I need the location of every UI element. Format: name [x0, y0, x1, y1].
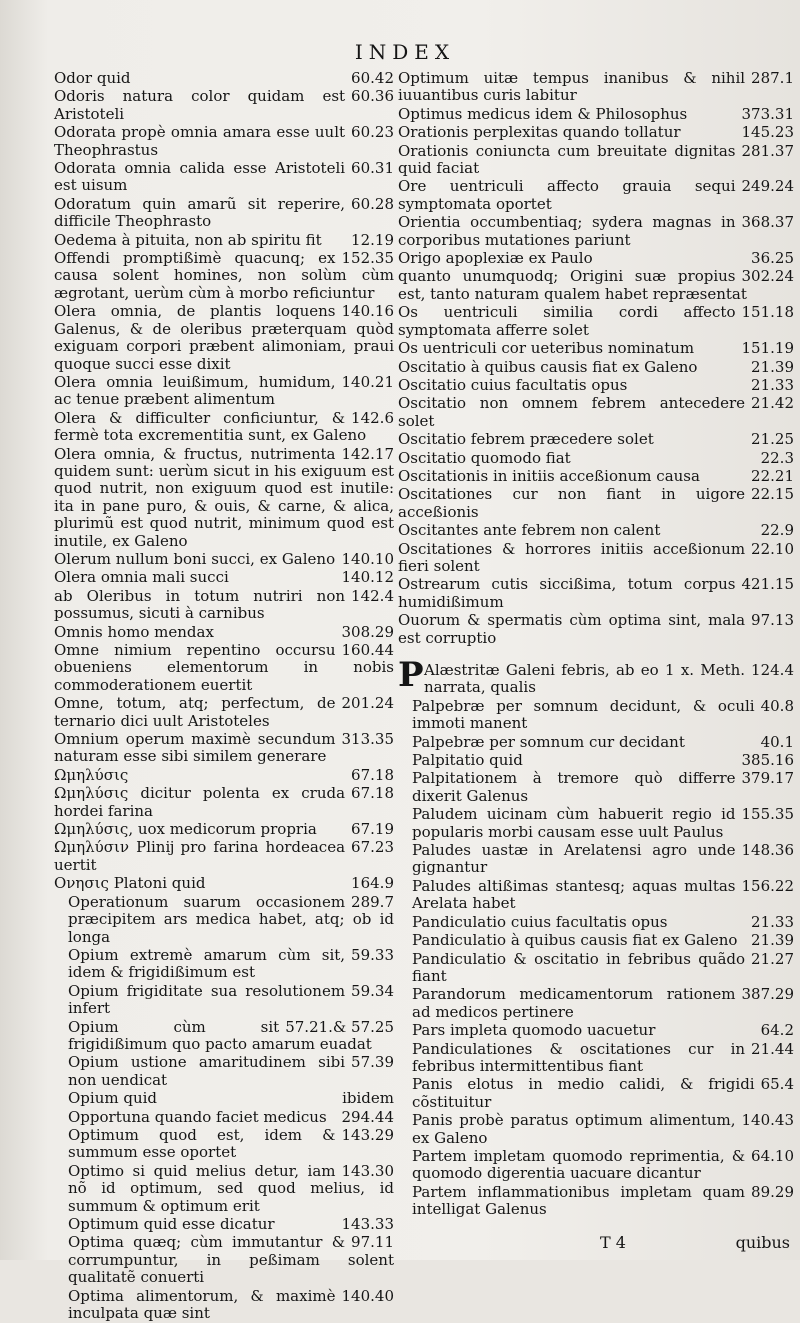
index-entry: [54, 160, 394, 195]
index-entry: [398, 806, 794, 841]
entry-reference: 140.16: [341, 302, 394, 321]
entry-reference: 67.19: [351, 820, 394, 839]
entry-text: Pandiculationes & oscitationes cur in febribus intermittentibus fiant: [412, 1039, 746, 1075]
entry-text: Omnis homo mendax: [54, 622, 214, 641]
entry-text: Pandiculatio & oscitatio in febribus quãdo fiant: [412, 949, 746, 985]
entry-text: Optimum quid esse dicatur: [68, 1215, 275, 1233]
index-entry: [54, 731, 394, 766]
index-entry: [54, 303, 394, 373]
entry-reference: 151.18: [741, 303, 794, 322]
entry-reference: 22.21: [751, 466, 794, 485]
entry-reference: 151.19: [741, 339, 794, 358]
index-entry: [54, 569, 394, 586]
entry-reference: 142.4: [351, 586, 394, 605]
entry-reference: 60.23: [351, 123, 394, 142]
entry-text: Odoratum quin amarũ sit reperire, difficile Theophrasto: [54, 194, 346, 231]
entry-reference: 22.9: [760, 521, 794, 540]
entry-reference: 57.21.& 57.25: [285, 1017, 394, 1036]
index-entry: [54, 196, 394, 231]
index-entry: [398, 1041, 794, 1076]
index-entry: [54, 1054, 394, 1089]
entry-reference: 289.7: [351, 892, 394, 911]
entry-reference: 142.17: [341, 444, 394, 463]
entry-text: Oscitatio quomodo fiat: [398, 448, 571, 467]
entry-text: Palpebræ per somnum cur decidant: [412, 732, 685, 751]
index-entry: [398, 842, 794, 877]
entry-reference: 97.11: [351, 1233, 394, 1252]
entry-text: Olerum nullum boni succi, ex Galeno: [54, 549, 336, 568]
entry-text: Opportuna quando faciet medicus: [68, 1107, 327, 1126]
entry-text: Oedema à pituita, non ab spiritu fit: [54, 230, 322, 249]
entry-reference: 308.29: [341, 622, 394, 641]
entry-text: Paludes altißimas stantesq; aquas multas Arelata habet: [412, 876, 736, 913]
index-entry: [398, 1148, 794, 1183]
index-entry: [398, 752, 794, 769]
index-entry: [398, 468, 794, 485]
index-column-right: [398, 70, 794, 1220]
entry-text: Pars impleta quomodo uacuetur: [412, 1021, 656, 1040]
entry-reference: 22.10: [751, 539, 794, 558]
entry-reference: 64.10: [751, 1146, 794, 1165]
entry-text: Omnium operum maximè secundum naturam esse sibi similem generare: [54, 730, 336, 766]
entry-text: Optima quæq; cùm immutantur & corrumpuntur, in peßimam solent qualitatẽ conuerti: [68, 1233, 394, 1287]
index-entry: [398, 340, 794, 357]
index-entry: [54, 839, 394, 874]
entry-text: Opium ustione amaritudinem sibi non uendicat: [68, 1053, 346, 1089]
entry-reference: 140.10: [341, 549, 394, 568]
entry-reference: 67.18: [351, 784, 394, 803]
entry-reference: 143.33: [341, 1215, 394, 1233]
entry-text: Olera omnia mali succi: [54, 568, 229, 587]
entry-reference: 140.43: [741, 1111, 794, 1130]
entry-reference: 21.27: [751, 949, 794, 968]
index-entry: [54, 88, 394, 123]
entry-text: Palpitationem à tremore quò differre dixerit Galenus: [412, 769, 736, 805]
entry-text: Ωμηλύσις, uox medicorum propria: [54, 820, 317, 839]
catchword: quibus: [735, 1233, 790, 1252]
entry-reference: 379.17: [741, 769, 794, 788]
index-entry: [54, 250, 394, 302]
entry-text: Opium cùm sit frigidißimum quo pacto amarum euadat: [68, 1017, 372, 1053]
entry-reference: 97.13: [751, 611, 794, 630]
index-entry: [54, 588, 394, 623]
index-entry: [54, 1127, 394, 1162]
entry-text: Opium extremè amarum cùm sit, idem & frigidißimum est: [68, 945, 346, 982]
index-entry: [398, 914, 794, 931]
entry-text: Oscitatio cuius facultatis opus: [398, 375, 628, 394]
entry-reference: 143.29: [341, 1125, 394, 1144]
index-entry: [398, 522, 794, 539]
entry-text: Olera omnia leuißimum, humidum, ac tenue præbent alimentum: [54, 372, 336, 409]
entry-reference: 124.4: [751, 661, 794, 679]
entry-reference: 59.33: [351, 945, 394, 964]
entry-reference: 60.42: [351, 69, 394, 87]
entry-reference: 201.24: [341, 694, 394, 713]
entry-reference: 21.39: [751, 357, 794, 376]
entry-text: Palpitatio quid: [412, 751, 523, 770]
index-entry: [54, 947, 394, 982]
entry-text: Optima alimentorum, & maximè inculpata quæ sint: [68, 1286, 336, 1323]
index-entry: [54, 124, 394, 159]
index-entry: [398, 250, 794, 267]
entry-reference: 287.1: [751, 69, 794, 87]
entry-text: Orationis coniunctа cum breuitate dignitas quid faciat: [398, 141, 736, 178]
entry-text: Origo apoplexiæ ex Paulo: [398, 249, 593, 268]
entry-text: Ωμηλύσις: [54, 765, 129, 784]
section-gap: [398, 648, 794, 662]
entry-text: Oscitatio febrem præcedere solet: [398, 430, 654, 449]
entry-reference: 373.31: [741, 104, 794, 123]
entry-text: Olera omnia, & fructus, nutrimenta quidem sunt: uerùm sicut in his exiguum est quod nutrit, non exiguum quod est inutile: ita in pane puro, & ouis, & carne, & alica, plurimũ est quod nutrit, minimum quod est inutile, ex Galeno: [54, 444, 394, 550]
entry-text: ab Oleribus in totum nutriri non possumus, sicuti à carnibus: [54, 586, 346, 623]
drop-capital: P: [398, 655, 424, 695]
entry-text: Odorata propè omnia amara esse uult Theophrastus: [54, 123, 346, 159]
index-entry: [398, 143, 794, 178]
index-entry: [398, 214, 794, 249]
index-entry: [398, 431, 794, 448]
entry-reference: 145.23: [741, 123, 794, 142]
entry-text: Orientia occumbentiaq; sydera magnas in corporibus mutationes pariunt: [398, 213, 736, 249]
entry-text: Paludem uicinam cùm habuerit regio id popularis morbi causam esse uult Paulus: [412, 805, 736, 841]
entry-reference: 22.15: [751, 485, 794, 504]
entry-text: Odoris natura color quidam est Aristoteli: [54, 87, 346, 123]
entry-text: Optimo si quid melius detur, iam nõ id optimum, sed quod melius, id summum & optimum erit: [68, 1161, 394, 1215]
entry-text: Paludes uastæ in Arelatensi agro unde gignantur: [412, 841, 736, 877]
index-entry: [54, 410, 394, 445]
entry-text: Ωμηλύσιν Plinĳ pro farina hordeacea uertit: [54, 838, 346, 874]
index-entry: [398, 1184, 794, 1219]
index-entry: [398, 486, 794, 521]
entry-reference: 302.24: [741, 267, 794, 286]
index-entry: [54, 695, 394, 730]
entry-text: Ωμηλύσις dicitur polenta ex cruda hordei farina: [54, 784, 346, 820]
index-entry: [398, 878, 794, 913]
entry-text: Panis probè paratus optimum alimentum, ex Galeno: [412, 1111, 736, 1147]
index-entry: [398, 1022, 794, 1039]
entry-reference: 140.40: [341, 1286, 394, 1305]
entry-reference: 368.37: [741, 213, 794, 232]
entry-reference: 140.12: [341, 568, 394, 587]
entry-reference: 67.18: [351, 765, 394, 784]
entry-text: Odor quid: [54, 69, 131, 87]
entry-reference: 65.4: [760, 1075, 794, 1094]
index-entry: [398, 124, 794, 141]
entry-text: Ostrearum cutis siccißima, totum corpus humidißimum: [398, 575, 736, 611]
entry-text: Ore uentriculi affecto grauia sequi symptomata oportet: [398, 177, 736, 213]
index-entry: [54, 1090, 394, 1107]
entry-text: Partem impletam quomodo reprimentia, & quomodo digerentia uacuare dicantur: [412, 1146, 746, 1183]
entry-reference: 421.15: [741, 575, 794, 594]
entry-reference: 294.44: [341, 1107, 394, 1126]
index-entry: [398, 698, 794, 733]
entry-reference: 152.35: [341, 249, 394, 268]
entry-reference: 67.23: [351, 838, 394, 857]
entry-text: Oscitantes ante febrem non calent: [398, 521, 661, 540]
entry-text: Pandiculatio cuius facultatis opus: [412, 912, 668, 931]
index-entry: [54, 983, 394, 1018]
index-entry: [54, 374, 394, 409]
index-entry: [54, 446, 394, 550]
entry-reference: 164.9: [351, 874, 394, 893]
index-entry: [54, 1234, 394, 1286]
entry-text: Olera & difficulter conficiuntur, & fermè tota excrementitia sunt, ex Galeno: [54, 408, 367, 445]
entry-reference: 21.39: [751, 931, 794, 950]
entry-text: Parandorum medicamentorum rationem ad medicos pertinere: [412, 985, 736, 1021]
index-entry: [398, 359, 794, 376]
entry-reference: 57.39: [351, 1053, 394, 1072]
entry-reference: 40.1: [760, 732, 794, 751]
entry-text: Opium frigiditate sua resolutionem infert: [68, 981, 346, 1018]
index-entry: [398, 70, 794, 105]
index-entry: [54, 785, 394, 820]
entry-text: Partem inflammationibus impletam quam intelligat Galenus: [412, 1182, 746, 1219]
index-entry: [54, 875, 394, 892]
signature-mark: T 4: [600, 1233, 626, 1252]
entry-reference: 160.44: [341, 641, 394, 659]
index-entry: [54, 232, 394, 249]
index-entry: [54, 1216, 394, 1233]
entry-text: Pandiculatio à quibus causis fiat ex Galeno: [412, 931, 738, 950]
entry-reference: 64.2: [760, 1021, 794, 1040]
entry-text: Panis elotus in medio calidi, & frigidi cõstituitur: [412, 1075, 755, 1111]
index-entry: [398, 932, 794, 949]
entry-reference: ibidem: [342, 1089, 394, 1108]
entry-text: Optimum uitæ tempus inanibus & nihil iuuantibus curis labitur: [398, 69, 746, 105]
index-entry: [398, 655, 794, 697]
entry-reference: 40.8: [760, 696, 794, 715]
index-entry: [54, 767, 394, 784]
index-entry: [398, 576, 794, 611]
index-entry: [54, 624, 394, 641]
entry-text: Orationis perplexitas quando tollatur: [398, 123, 681, 142]
entry-text: Optimum quod est, idem & summum esse oportet: [68, 1125, 336, 1162]
entry-reference: 249.24: [741, 177, 794, 196]
entry-text: Oscitationis in initiis acceßionum causa: [398, 466, 700, 485]
entry-reference: 385.16: [741, 751, 794, 770]
entry-text: Alæstritæ Galeni febris, ab eo 1 x. Meth. narrata, qualis: [424, 661, 746, 697]
index-entry: [54, 821, 394, 838]
index-entry: [398, 450, 794, 467]
index-entry: [54, 894, 394, 946]
entry-text: Opium quid: [68, 1089, 158, 1108]
index-entry: [54, 1163, 394, 1215]
entry-reference: 140.21: [341, 372, 394, 391]
index-column-left: [54, 70, 394, 1323]
index-entry: [398, 106, 794, 123]
entry-reference: 36.25: [751, 249, 794, 268]
entry-text: Olera omnia, de plantis loquens Galenus, & de oleribus præterquam quòd exiguam corpori præbent alimoniam, praui quoque succi esse dixit: [54, 302, 394, 373]
entry-reference: 387.29: [741, 985, 794, 1004]
entry-text: Oscitatio à quibus causis fiat ex Galeno: [398, 357, 698, 376]
entry-text: Os uentriculi similia cordi affecto symptomata afferre solet: [398, 303, 736, 339]
entry-text: Ouorum & spermatis cùm optima sint, mala est corruptio: [398, 611, 746, 647]
entry-reference: 148.36: [741, 841, 794, 860]
entry-text: Ονησις Platoni quid: [54, 874, 206, 893]
entry-reference: 155.35: [741, 805, 794, 824]
index-entry: [398, 986, 794, 1021]
index-entry: [398, 1112, 794, 1147]
entry-reference: 89.29: [751, 1182, 794, 1201]
entry-text: quanto unumquodq; Origini suæ propius est, tanto naturam qualem habet repræsentat: [398, 267, 747, 303]
index-entry: [398, 612, 794, 647]
entry-reference: 156.22: [741, 876, 794, 895]
entry-text: Oscitationes cur non fiant in uigore acceßionis: [398, 485, 746, 521]
entry-reference: 21.44: [751, 1039, 794, 1058]
index-entry: [398, 1076, 794, 1111]
entry-text: Odorata omnia calida esse Aristoteli est uisum: [54, 159, 346, 195]
index-entry: [398, 541, 794, 576]
index-entry: [398, 268, 794, 303]
index-entry: [54, 642, 394, 694]
entry-reference: 281.37: [741, 141, 794, 160]
entry-reference: 12.19: [351, 230, 394, 249]
entry-reference: 60.36: [351, 87, 394, 106]
index-entry: [398, 395, 794, 430]
entry-text: Optimus medicus idem & Philosophus: [398, 104, 688, 123]
index-entry: [398, 770, 794, 805]
index-entry: [54, 70, 394, 87]
index-entry: [54, 1288, 394, 1323]
index-entry: [398, 377, 794, 394]
page-header: INDEX: [354, 40, 456, 64]
entry-text: Os uentriculi cor ueteribus nominatum: [398, 339, 695, 358]
entry-reference: 142.6: [351, 408, 394, 427]
entry-text: Omne nimium repentino occursu obueniens elementorum in nobis commoderationem euertit: [54, 641, 394, 694]
entry-text: Omne, totum, atq; perfectum, de ternario dici uult Aristoteles: [54, 694, 336, 730]
entry-reference: 59.34: [351, 981, 394, 1000]
index-entry: [54, 1109, 394, 1126]
entry-reference: 143.30: [341, 1161, 394, 1180]
index-entry: [54, 1019, 394, 1054]
index-entry: [398, 734, 794, 751]
page-footer: [600, 1233, 790, 1252]
entry-text: Oscitationes & horrores initiis acceßionum fieri solent: [398, 539, 746, 575]
entry-reference: 21.25: [751, 430, 794, 449]
entry-text: Palpebræ per somnum decidunt, & oculi immoti manent: [412, 696, 755, 733]
entry-reference: 60.31: [351, 159, 394, 178]
entry-reference: 21.33: [751, 375, 794, 394]
entry-reference: 313.35: [341, 730, 394, 749]
index-entry: [398, 951, 794, 986]
entry-reference: 60.28: [351, 194, 394, 213]
index-entry: [54, 551, 394, 568]
entry-text: Operationum suarum occasionem præcipitem ars medica habet, atq; ob id longa: [68, 892, 394, 946]
index-entry: [398, 304, 794, 339]
entry-text: Offendi promptißimè quacunq; ex causa solent homines, non solùm cùm ægrotant, uerùm cùm à morbo reficiuntur: [54, 249, 394, 302]
entry-reference: 22.3: [760, 448, 794, 467]
entry-reference: 21.33: [751, 912, 794, 931]
entry-text: Oscitatio non omnem febrem antecedere solet: [398, 394, 746, 430]
index-entry: [398, 178, 794, 213]
entry-reference: 21.42: [751, 394, 794, 413]
